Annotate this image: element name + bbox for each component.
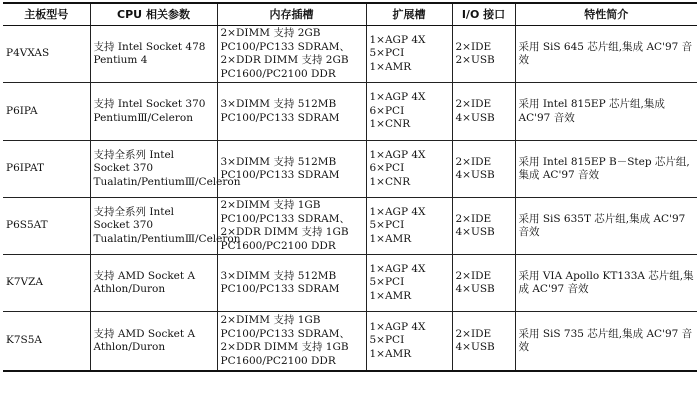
header-features: 特性简介 [515, 3, 697, 26]
memory-cell: 2×DIMM 支持 1GB PC100/PC133 SDRAM、2×DDR DIMM 支持 1GB PC1600/PC2100 DDR [217, 198, 366, 255]
slot-line: 1×AMR [369, 60, 412, 73]
features-cell: 采用 SiS 635T 芯片组,集成 AC'97 音效 [515, 198, 697, 255]
features-cell: 采用 Intel 815EP B－Step 芯片组,集成 AC'97 音效 [515, 141, 697, 198]
slot-line: 6×PCI [369, 104, 405, 117]
slots-cell [366, 141, 452, 198]
model-cell: P4VXAS [3, 26, 90, 83]
io-cell [452, 198, 515, 255]
io-line: 4×USB [455, 169, 495, 181]
io-cell [452, 312, 515, 372]
io-line: 2×USB [455, 54, 495, 66]
io-line: 4×USB [455, 341, 495, 353]
memory-cell: 3×DIMM 支持 512MB PC100/PC133 SDRAM [217, 141, 366, 198]
table-row [3, 83, 697, 141]
memory-cell: 3×DIMM 支持 512MB PC100/PC133 SDRAM [217, 255, 366, 312]
io-line: 2×IDE [455, 98, 492, 110]
cpu-cell: 支持 AMD Socket A Athlon/Duron [90, 255, 217, 312]
io-line: 2×IDE [455, 40, 492, 53]
header-cpu: CPU 相关参数 [90, 3, 217, 26]
header-row [3, 3, 697, 26]
slots-cell [366, 255, 452, 312]
table-row [3, 255, 697, 312]
slot-line: 1×AGP 4X [369, 33, 426, 46]
slot-line: 1×AGP 4X [369, 262, 426, 275]
features-cell: 采用 SiS 735 芯片组,集成 AC'97 音效 [515, 312, 697, 372]
memory-cell: 2×DIMM 支持 1GB PC100/PC133 SDRAM、2×DDR DIMM 支持 1GB PC1600/PC2100 DDR [217, 312, 366, 372]
header-slots: 扩展槽 [366, 3, 452, 26]
slot-line: 1×AGP 4X [369, 148, 426, 161]
features-cell: 采用 SiS 645 芯片组,集成 AC'97 音效 [515, 26, 697, 83]
slot-line: 1×AGP 4X [369, 205, 426, 218]
features-cell: 采用 Intel 815EP 芯片组,集成 AC'97 音效 [515, 83, 697, 141]
slots-cell [366, 26, 452, 83]
io-line: 2×IDE [455, 327, 492, 340]
table-row [3, 312, 697, 372]
slot-line: 5×PCI [369, 334, 405, 347]
memory-cell: 2×DIMM 支持 2GB PC100/PC133 SDRAM、2×DDR DIMM 支持 2GB PC1600/PC2100 DDR [217, 26, 366, 83]
table-row [3, 26, 697, 83]
table-row [3, 198, 697, 255]
slot-line: 5×PCI [369, 47, 405, 60]
cpu-cell: 支持 AMD Socket A Athlon/Duron [90, 312, 217, 372]
motherboard-spec-table [3, 2, 697, 372]
model-cell: P6IPAT [3, 141, 90, 198]
slots-cell [366, 312, 452, 372]
io-cell [452, 26, 515, 83]
io-line: 4×USB [455, 283, 495, 295]
model-cell: P6S5AT [3, 198, 90, 255]
slot-line: 1×CNR [369, 118, 411, 131]
slot-line: 5×PCI [369, 219, 405, 232]
io-cell [452, 141, 515, 198]
model-cell: K7VZA [3, 255, 90, 312]
slot-line: 1×AGP 4X [369, 91, 426, 104]
cpu-cell: 支持 Intel Socket 370 PentiumⅢ/Celeron [90, 83, 217, 141]
slot-line: 1×AMR [369, 347, 412, 360]
header-memory: 内存插槽 [217, 3, 366, 26]
io-line: 2×IDE [455, 212, 492, 225]
slot-line: 5×PCI [369, 276, 405, 289]
slots-cell [366, 83, 452, 141]
io-line: 2×IDE [455, 269, 492, 282]
slot-line: 1×AGP 4X [369, 320, 426, 333]
header-io: I/O 接口 [452, 3, 515, 26]
slots-cell [366, 198, 452, 255]
io-line: 2×IDE [455, 155, 492, 168]
slot-line: 1×AMR [369, 289, 412, 302]
io-line: 4×USB [455, 226, 495, 238]
cpu-cell: 支持全系列 Intel Socket 370 Tualatin/PentiumⅢ/Celeron [90, 198, 217, 255]
slot-line: 1×CNR [369, 175, 411, 188]
cpu-cell: 支持 Intel Socket 478 Pentium 4 [90, 26, 217, 83]
table-row [3, 141, 697, 198]
io-cell [452, 255, 515, 312]
memory-cell: 3×DIMM 支持 512MB PC100/PC133 SDRAM [217, 83, 366, 141]
slot-line: 6×PCI [369, 162, 405, 175]
slot-line: 1×AMR [369, 232, 412, 245]
model-cell: K7S5A [3, 312, 90, 372]
features-cell: 采用 VIA Apollo KT133A 芯片组,集成 AC'97 音效 [515, 255, 697, 312]
model-cell: P6IPA [3, 83, 90, 141]
cpu-cell: 支持全系列 Intel Socket 370 Tualatin/PentiumⅢ/Celeron [90, 141, 217, 198]
header-model: 主板型号 [3, 3, 90, 26]
io-line: 4×USB [455, 111, 495, 124]
io-cell [452, 83, 515, 141]
